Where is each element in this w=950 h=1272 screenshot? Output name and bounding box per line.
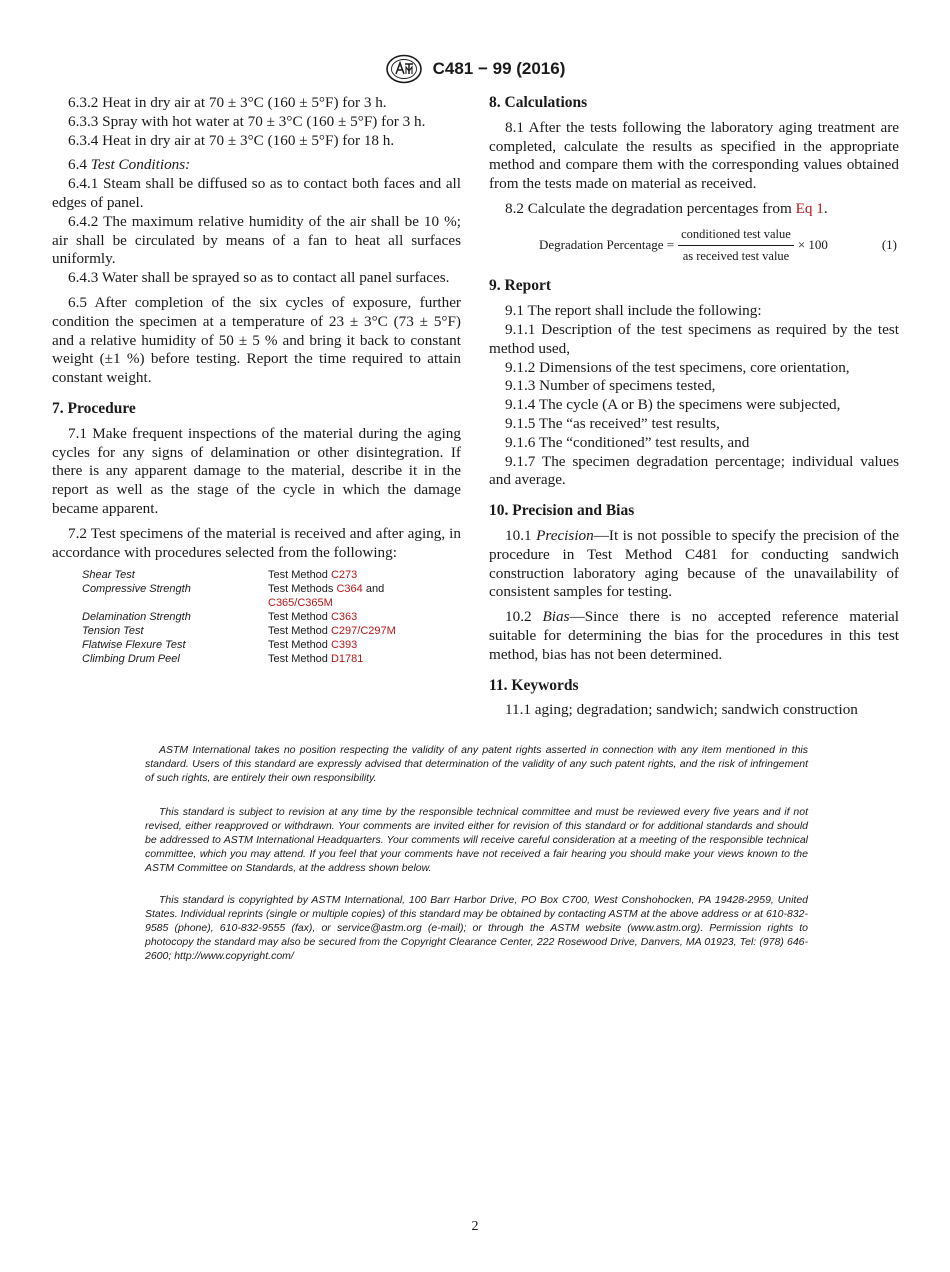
test-name: Compressive Strength: [82, 583, 191, 596]
paragraph-6-3-4: 6.3.4 Heat in dry air at 70 ± 3°C (160 ± 5°F) for 18 h.: [68, 131, 395, 149]
paragraph-10-2-number: 10.2: [505, 608, 532, 626]
equation-denominator: as received test value: [682, 248, 790, 263]
patent-notice: [145, 743, 808, 785]
section-9-heading: 9. Report: [489, 277, 551, 295]
paragraph-9-1-4: 9.1.4 The cycle (A or B) the specimens were subjected,: [505, 396, 841, 414]
test-methods-table: [82, 568, 428, 666]
equation-fraction: [678, 225, 794, 266]
method-prefix: Test Method: [268, 611, 331, 624]
copyright-notice: [145, 893, 808, 963]
equation-multiplier: × 100: [797, 236, 828, 252]
paragraph-11-1: 11.1 aging; degradation; sandwich; sandwich construction: [505, 701, 858, 719]
method-prefix: Test Method: [268, 653, 331, 666]
revision-notice-text: This standard is subject to revision at any time by the responsible technical committee and must be reviewed every five years and if not revised, either reapproved or withdrawn. Your comments are invited either for revision of this standard or for additional standards and should be addressed to ASTM International Headquarters. Your comments will receive careful consideration at a meeting of the responsible technical committee, which you may attend. If you feel that your comments have not received a fair hearing you should make your views known to the ASTM Committee on Standards, at the address shown below.: [145, 806, 808, 874]
paragraph-10-1-number: 10.1: [505, 526, 532, 544]
equation-1: [489, 225, 899, 266]
test-method: [268, 638, 428, 652]
page-number: 2: [471, 1219, 479, 1234]
bias-term: Bias: [542, 608, 570, 626]
method-link[interactable]: C365/C365M: [268, 597, 333, 610]
paragraph-6-4-number: 6.4: [68, 156, 87, 174]
paragraph-10-1: [489, 527, 899, 602]
method-prefix: Test Method: [268, 569, 331, 582]
paragraph-6-4-2: 6.4.2 The maximum relative humidity of the air shall be 10 %; air shall be circulated by means of a fan to heat all surfaces uniformly.: [52, 212, 461, 268]
section-11-heading: 11. Keywords: [489, 676, 579, 694]
equation-label: Degradation Percentage =: [539, 236, 675, 252]
equation-numerator: conditioned test value: [678, 225, 794, 246]
paragraph-8-2-end: .: [823, 199, 828, 217]
table-row: [82, 610, 428, 624]
section-10-heading: 10. Precision and Bias: [489, 502, 635, 520]
test-name: Flatwise Flexure Test: [82, 639, 186, 652]
test-method: [268, 568, 428, 582]
method-prefix: Test Method: [268, 625, 331, 638]
test-method: [268, 582, 428, 610]
method-prefix: Test Methods: [268, 583, 337, 596]
right-column: [489, 94, 899, 720]
paragraph-9-1-7: 9.1.7 The specimen degradation percentage; individual values and average.: [489, 452, 899, 489]
paragraph-6-3-3: 6.3.3 Spray with hot water at 70 ± 3°C (160 ± 5°F) for 3 h.: [68, 112, 426, 130]
test-method: [268, 652, 428, 666]
paragraph-6-4-3: 6.4.3 Water shall be sprayed so as to contact all panel surfaces.: [68, 269, 450, 287]
paragraph-6-4-title: Test Conditions:: [90, 156, 191, 174]
method-link[interactable]: C273: [330, 569, 358, 582]
method-link[interactable]: C363: [330, 611, 358, 624]
paragraph-9-1-5: 9.1.5 The “as received” test results,: [505, 414, 720, 432]
table-row: [82, 652, 428, 666]
document-title: C481 − 99 (2016): [432, 59, 566, 78]
paragraph-8-1: 8.1 After the tests following the laboratory aging treatment are completed, calculate the results as specified in the appropriate method and compare them with the corresponding values obtained from the tests made on material as received.: [489, 118, 899, 193]
revision-notice: [145, 805, 808, 875]
method-prefix: Test Method: [268, 639, 331, 652]
paragraph-10-2: [489, 608, 899, 664]
paragraph-9-1-3: 9.1.3 Number of specimens tested,: [505, 377, 716, 395]
paragraph-9-1-1: 9.1.1 Description of the test specimens as required by the test method used,: [489, 320, 899, 357]
test-name: Delamination Strength: [82, 611, 191, 624]
paragraph-7-1: 7.1 Make frequent inspections of the material during the aging cycles for any signs of delamination or other disintegration. If there is any apparent damage to the material, describe it in the report as well as the stage of the cycle in which the damage became apparent.: [52, 424, 461, 517]
section-7-heading: 7. Procedure: [52, 399, 136, 417]
paragraph-10-2-text: —Since there is no accepted reference material suitable for determining the bias for the procedures in this test method, bias has not been determined.: [489, 608, 900, 663]
patent-notice-text: ASTM International takes no position respecting the validity of any patent rights asserted in connection with any item mentioned in this standard. Users of this standard are expressly advised that determination of the validity of any such patent rights, and the risk of infringement of such rights, are entirely their own responsibility.: [145, 744, 808, 784]
section-8-heading: 8. Calculations: [489, 94, 588, 111]
method-link[interactable]: C393: [330, 639, 358, 652]
table-row: [82, 568, 428, 582]
paragraph-8-2-text: 8.2 Calculate the degradation percentages from: [505, 199, 796, 217]
paragraph-8-2: [489, 200, 899, 219]
copyright-notice-text: This standard is copyrighted by ASTM International, 100 Barr Harbor Drive, PO Box C700, West Conshohocken, PA 19428-2959, United States. Individual reprints (single or multiple copies) of this standard may be obtained by contacting ASTM at the above address or at 610-832-9585 (phone), 610-832-9555 (fax), or service@astm.org (e-mail); or through the ASTM website (www.astm.org). Permission rights to photocopy the standard may also be secured from the Copyright Clearance Center, 222 Rosewood Drive, Danvers, MA 01923, Tel: (978) 646-2600; http://www.copyright.com/: [145, 894, 808, 962]
method-link[interactable]: D1781: [330, 653, 364, 666]
precision-term: Precision: [536, 526, 594, 544]
test-name: Tension Test: [82, 625, 144, 638]
paragraph-7-2: 7.2 Test specimens of the material is received and after aging, in accordance with procedures selected from the following:: [52, 524, 461, 561]
paragraph-6-5: 6.5 After completion of the six cycles of exposure, further condition the specimen at a temperature of 23 ± 3°C (73 ± 5°F) and a relative humidity of 50 ± 5 % and bring it back to constant weight (±1 %) before testing. Report the time required to attain constant weight.: [52, 293, 461, 387]
paragraph-9-1: 9.1 The report shall include the following:: [505, 302, 762, 320]
paragraph-9-1-6: 9.1.6 The “conditioned” test results, and: [505, 433, 750, 451]
method-link[interactable]: C364: [336, 583, 363, 596]
method-conjunction: and: [362, 583, 385, 596]
test-method: [268, 610, 428, 624]
paragraph-9-1-2: 9.1.2 Dimensions of the test specimens, core orientation,: [505, 358, 850, 376]
table-row: [82, 638, 428, 652]
test-name: Climbing Drum Peel: [82, 653, 180, 666]
astm-logo-icon: [385, 54, 423, 84]
method-link[interactable]: C297/C297M: [330, 625, 396, 638]
table-row: [82, 624, 428, 638]
paragraph-10-1-text: —It is not possible to specify the precision of the procedure in Test Method C481 for conducting sandwich construction laboratory aging because of the unavailability of consistent samples for testing.: [489, 526, 900, 601]
paragraph-6-4: [52, 156, 461, 175]
paragraph-6-4-1: 6.4.1 Steam shall be diffused so as to contact both faces and all edges of panel.: [52, 175, 461, 211]
equation-number: (1): [881, 236, 897, 252]
left-column: [52, 94, 461, 666]
paragraph-6-3-2: 6.3.2 Heat in dry air at 70 ± 3°C (160 ± 5°F) for 3 h.: [68, 94, 387, 111]
test-name: Shear Test: [82, 569, 135, 582]
equation-link[interactable]: Eq 1: [795, 199, 824, 217]
page-header: [0, 54, 950, 84]
table-row: [82, 582, 428, 610]
test-method: [268, 624, 428, 638]
